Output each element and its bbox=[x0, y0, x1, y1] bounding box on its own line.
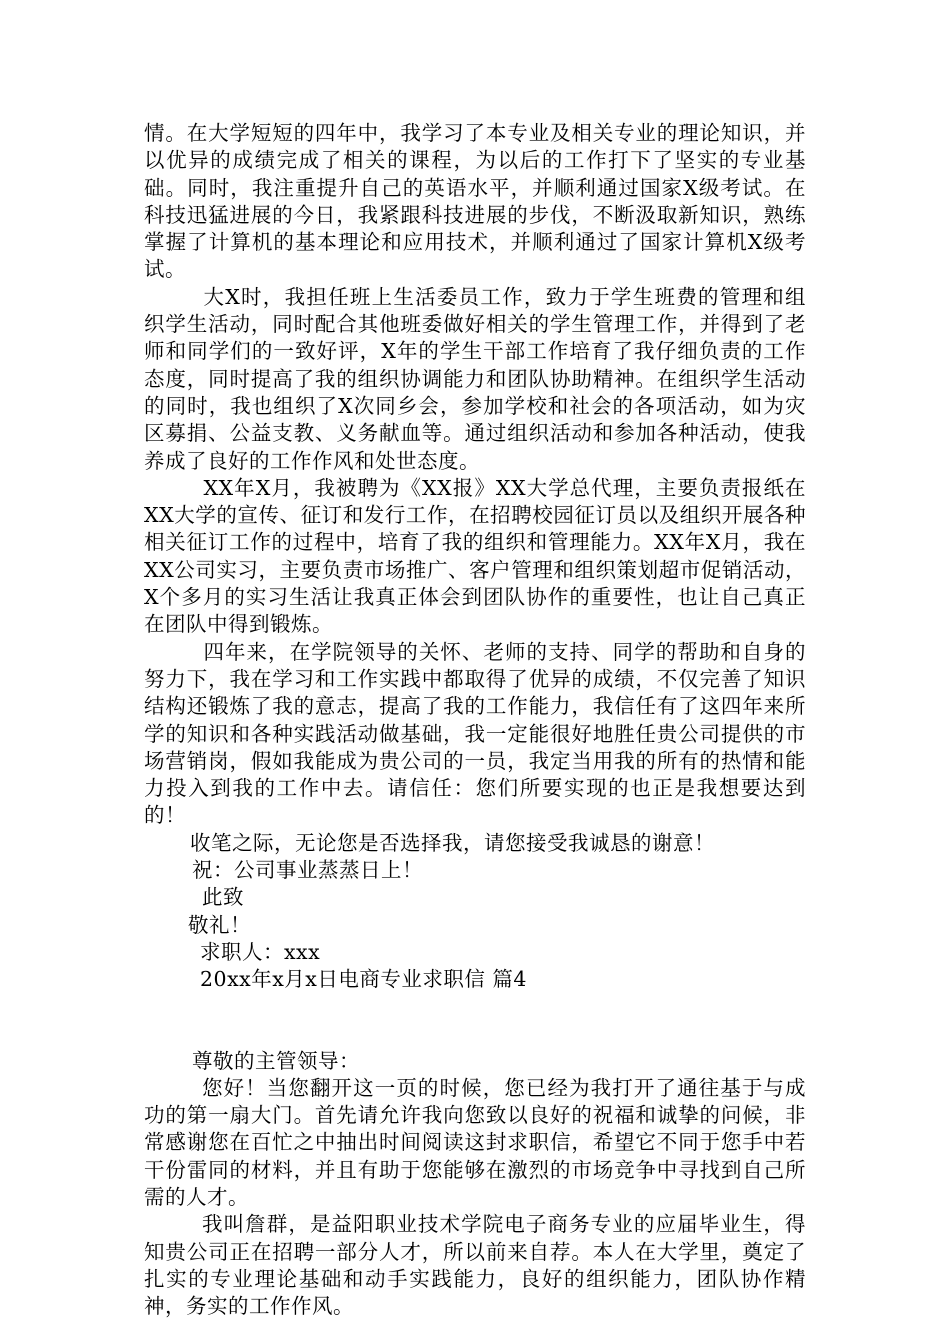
section-spacer bbox=[144, 994, 806, 1048]
closing-li: 敬礼！ bbox=[188, 912, 251, 937]
paragraph-self-introduction: 我叫詹群，是益阳职业技术学院电子商务专业的应届毕业生，得知贵公司正在招聘一部分人才，所以前来自荐。本人在大学里，奠定了扎实的专业理论基础和动手实践能力，良好的组织能力，团队协作精神，务实的工作作风。 bbox=[144, 1212, 806, 1319]
paragraph-greeting: 您好！当您翻开这一页的时候，您已经为我打开了通往基于与成功的第一扇大门。首先请允许我向您致以良好的祝福和诚挚的问候，非常感谢您在百忙之中抽出时间阅读这封求职信，希望它不同于您手中若干份雷同的材料，并且有助于您能够在激烈的市场竞争中寻找到自己所需的人才。 bbox=[144, 1075, 806, 1209]
paragraph-summary: 四年来，在学院领导的关怀、老师的支持、同学的帮助和自身的努力下，我在学习和工作实践中都取得了优异的成绩，不仅完善了知识结构还锻炼了我的意志，提高了我的工作能力，我信任有了这四年来所学的知识和各种实践活动做基础，我一定能很好地胜任贵公司提供的市场营销岗，假如我能成为贵公司的一员，我定当用我的所有的热情和能力投入到我的工作中去。请信任：您们所要实现的也正是我想要达到的！ bbox=[144, 639, 806, 828]
document-page bbox=[144, 120, 806, 1320]
signer: 求职人：xxx bbox=[200, 939, 321, 964]
closing-ci: 此致 bbox=[202, 885, 244, 910]
closing-wish: 祝：公司事业蒸蒸日上！ bbox=[192, 858, 423, 883]
date-and-section-title: 20xx年x月x日电商专业求职信 篇4 bbox=[200, 967, 527, 992]
salutation: 尊敬的主管领导： bbox=[192, 1048, 360, 1073]
paragraph-work-experience: XX年X月，我被聘为《XX报》XX大学总代理，主要负责报纸在XX大学的宣传、征订和发行工作，在招聘校园征订员以及组织开展各种相关征订工作的过程中，培育了我的组织和管理能力。XX年X月，我在XX公司实习，主要负责市场推广、客户管理和组织策划超市促销活动，X个多月的实习生活让我真正体会到团队协作的重要性，也让自己真正在团队中得到锻炼。 bbox=[144, 475, 806, 637]
closing-thanks: 收笔之际，无论您是否选择我，请您接受我诚恳的谢意！ bbox=[190, 830, 715, 855]
paragraph-student-cadre: 大X时，我担任班上生活委员工作，致力于学生班费的管理和组织学生活动，同时配合其他班委做好相关的学生管理工作，并得到了老师和同学们的一致好评，X年的学生干部工作培育了我仔细负责的工作态度，同时提高了我的组织协调能力和团队协助精神。在组织学生活动的同时，我也组织了X次同乡会，参加学校和社会的各项活动，如为灾区募捐、公益支教、义务献血等。通过组织活动和参加各种活动，使我养成了良好的工作作风和处世态度。 bbox=[144, 284, 806, 473]
paragraph-study: 情。在大学短短的四年中，我学习了本专业及相关专业的理论知识，并以优异的成绩完成了相关的课程，为以后的工作打下了坚实的专业基础。同时，我注重提升自己的英语水平，并顺利通过国家X级考试。在科技迅猛进展的今日，我紧跟科技进展的步伐，不断汲取新知识，熟练掌握了计算机的基本理论和应用技术，并顺利通过了国家计算机X级考试。 bbox=[144, 121, 806, 282]
